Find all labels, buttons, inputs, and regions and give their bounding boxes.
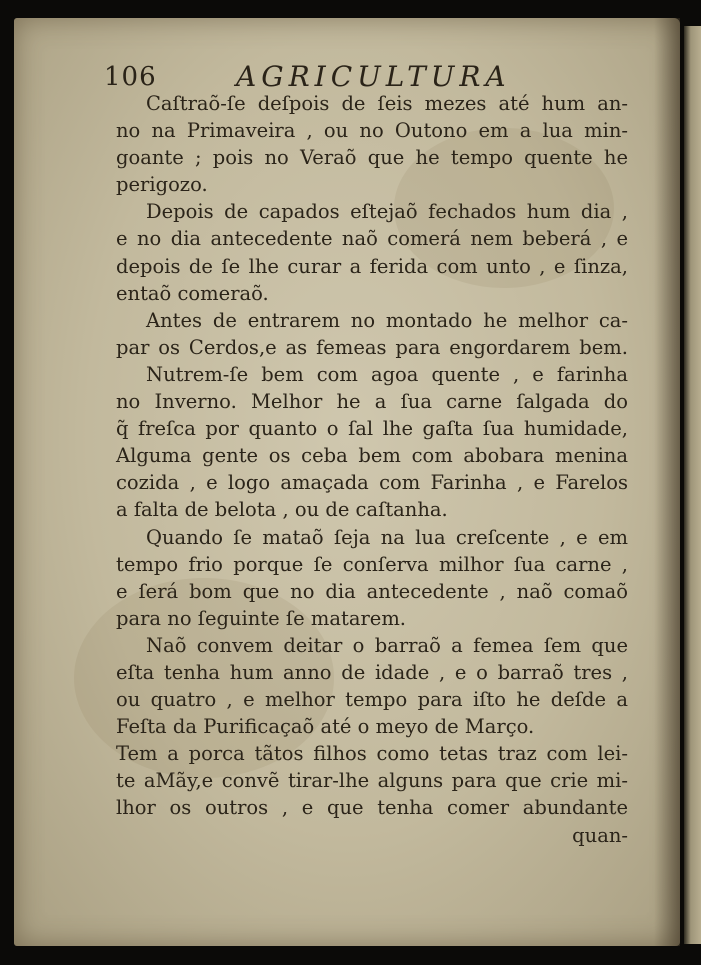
text-line: tempo frio porque ſe conſerva milhor ſua carne , — [116, 552, 628, 576]
text-line: cozida , e logo amaçada com Farinha , e Farelos — [116, 471, 628, 495]
text-line: Antes de entrarem no montado he melhor ca- — [146, 308, 628, 332]
text-line: Tem a porca tãtos filhos como tetas traz com lei- — [116, 742, 628, 766]
text-line: no Inverno. Melhor he a ſua carne ſalgada do — [116, 390, 628, 414]
text-line: Alguma gente os ceba bem com abobara menina — [116, 444, 628, 468]
text-line: te aMãy,e convẽ tirar-lhe alguns para que crie mi- — [116, 769, 628, 793]
text-line: par os Cerdos,e as femeas para engordarem bem. — [116, 335, 628, 359]
text-line: no na Primaveira , ou no Outono em a lua min- — [116, 119, 628, 143]
text-line: e no dia antecedente naõ comerá nem beberá , e — [116, 227, 628, 251]
text-line: Caſtraõ-ſe deſpois de ſeis mezes até hum an- — [146, 92, 628, 115]
text-line: perigozo. — [116, 173, 208, 197]
catchword: quan- — [572, 823, 628, 847]
running-title: AGRICULTURA — [236, 60, 511, 93]
text-line: Naõ convem deitar o barraõ a femea ſem que — [146, 633, 628, 657]
text-line: e ſerá bom que no dia antecedente , naõ comaõ — [116, 579, 628, 603]
text-line: Nutrem-ſe bem com agoa quente , e farinha — [146, 362, 628, 386]
text-line: entaõ comeraõ. — [116, 281, 269, 305]
text-line: Depois de capados eſtejaõ fechados hum dia , — [146, 200, 628, 224]
body-text — [116, 90, 628, 849]
text-line: ou quatro , e melhor tempo para iſto he deſde a — [116, 688, 628, 712]
text-line: depois de ſe lhe curar a ferida com unto , e ſinza, — [116, 254, 628, 278]
text-line: lhor os outros , e que tenha comer abundante — [116, 796, 628, 820]
text-line: a falta de belota , ou de caſtanha. — [116, 498, 448, 522]
text-line: goante ; pois no Veraõ que he tempo quente he — [116, 146, 628, 170]
text-line: Quando ſe mataõ ſeja na lua creſcente , e em — [146, 525, 628, 549]
page-gutter-shadow — [654, 18, 680, 946]
text-line: Feſta da Purificaçaõ até o meyo de Março. — [116, 715, 535, 739]
facing-page-edge — [684, 26, 701, 944]
page-number: 106 — [104, 62, 157, 92]
text-line: para no ſeguinte ſe matarem. — [116, 606, 407, 630]
text-line: eſta tenha hum anno de idade , e o barraõ tres , — [116, 660, 628, 684]
text-line: q̃ freſca por quanto o ſal lhe gaſta ſua humidade, — [116, 417, 628, 441]
